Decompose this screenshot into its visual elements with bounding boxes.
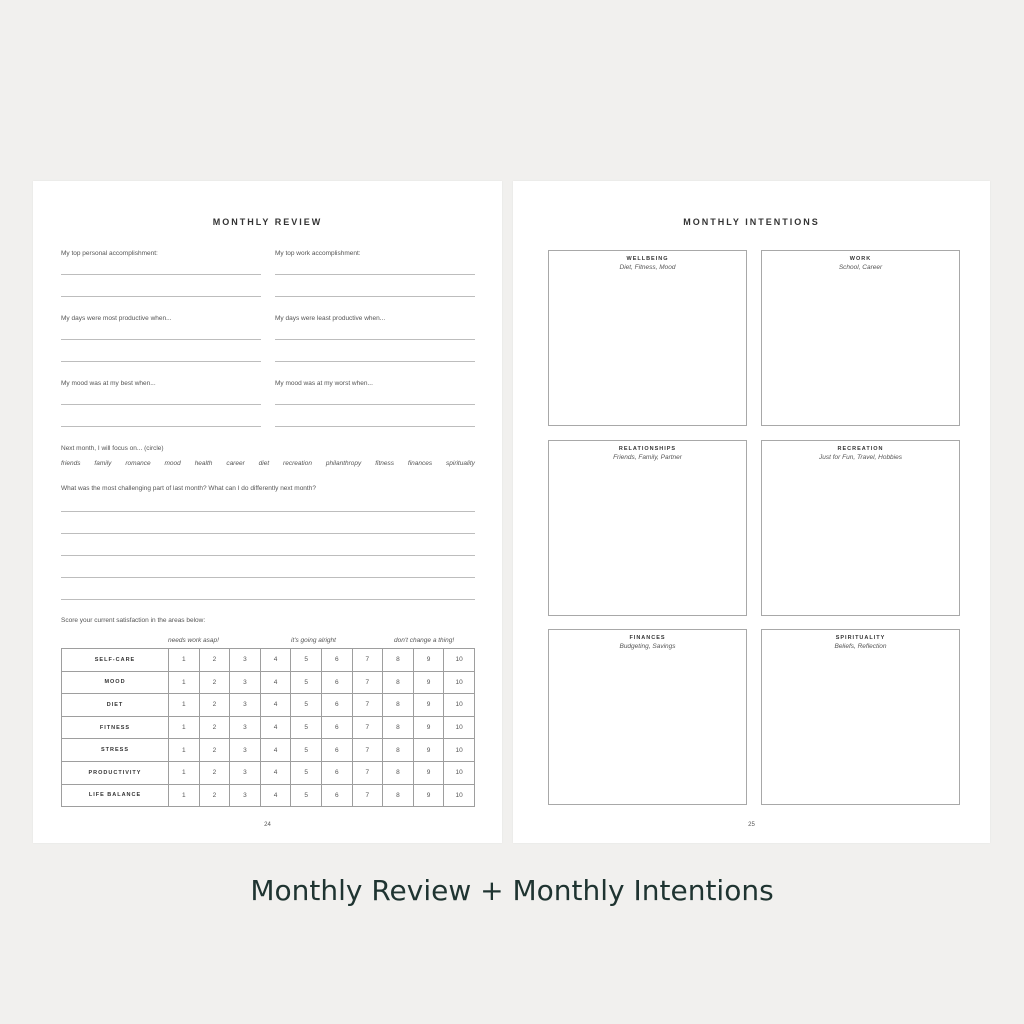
score-cell[interactable]: 4	[260, 761, 291, 784]
score-cell[interactable]: 7	[352, 671, 383, 694]
score-cell[interactable]: 4	[260, 716, 291, 739]
score-cell[interactable]: 2	[199, 761, 230, 784]
score-cell[interactable]: 2	[199, 716, 230, 739]
box-subtitle: Just for Fun, Travel, Hobbies	[819, 454, 902, 461]
score-area-label: FITNESS	[62, 716, 169, 739]
score-cell[interactable]: 10	[444, 761, 475, 784]
score-row	[62, 716, 475, 739]
score-row	[62, 694, 475, 717]
score-cell[interactable]: 8	[383, 784, 414, 807]
score-cell[interactable]: 3	[230, 739, 261, 762]
focus-options	[61, 460, 475, 467]
writing-line[interactable]	[61, 511, 475, 512]
box-subtitle: School, Career	[838, 264, 883, 271]
writing-line[interactable]	[61, 404, 261, 405]
score-row	[62, 739, 475, 762]
score-area-label: SELF-CARE	[62, 649, 169, 672]
score-area-label: DIET	[62, 694, 169, 717]
focus-option-finances[interactable]: finances	[407, 460, 433, 467]
focus-option-health[interactable]: health	[194, 460, 213, 467]
score-cell[interactable]: 4	[260, 671, 291, 694]
score-cell[interactable]: 2	[199, 671, 230, 694]
score-cell[interactable]: 2	[199, 739, 230, 762]
caption: Monthly Review + Monthly Intentions	[250, 874, 774, 907]
score-cell[interactable]: 5	[291, 671, 322, 694]
score-cell[interactable]: 4	[260, 649, 291, 672]
score-cell[interactable]: 9	[413, 694, 444, 717]
page-number: 24	[264, 822, 271, 828]
scale-hint-low: needs work asap!	[168, 637, 219, 644]
writing-line[interactable]	[61, 296, 261, 297]
score-cell[interactable]: 8	[383, 649, 414, 672]
score-area-label: MOOD	[62, 671, 169, 694]
score-cell[interactable]: 6	[321, 784, 352, 807]
focus-option-friends[interactable]: friends	[61, 460, 81, 467]
writing-line[interactable]	[275, 339, 475, 340]
page-title: MONTHLY INTENTIONS	[683, 217, 820, 227]
satisfaction-score-table	[61, 648, 475, 807]
writing-line[interactable]	[61, 426, 261, 427]
question-personal-accomplishment	[61, 250, 261, 300]
score-cell[interactable]: 10	[444, 784, 475, 807]
score-cell[interactable]: 3	[230, 694, 261, 717]
score-area-label: STRESS	[62, 739, 169, 762]
question-least-productive	[275, 315, 475, 365]
score-cell[interactable]: 5	[291, 761, 322, 784]
score-cell[interactable]: 9	[413, 784, 444, 807]
writing-line[interactable]	[61, 274, 261, 275]
writing-line[interactable]	[61, 361, 261, 362]
score-row	[62, 761, 475, 784]
question-mood-best	[61, 380, 261, 430]
question-label: My top work accomplishment:	[275, 250, 361, 257]
score-cell[interactable]: 1	[169, 649, 200, 672]
challenge-label: What was the most challenging part of last month? What can I do differently next month?	[61, 485, 316, 492]
focus-option-spirituality[interactable]: spirituality	[446, 460, 475, 467]
box-subtitle: Budgeting, Savings	[619, 643, 676, 650]
score-cell[interactable]: 8	[383, 694, 414, 717]
score-cell[interactable]: 4	[260, 739, 291, 762]
score-cell[interactable]: 8	[383, 671, 414, 694]
score-cell[interactable]: 10	[444, 716, 475, 739]
writing-line[interactable]	[61, 577, 475, 578]
question-work-accomplishment	[275, 250, 475, 300]
score-cell[interactable]: 10	[444, 694, 475, 717]
writing-line[interactable]	[61, 533, 475, 534]
score-cell[interactable]: 5	[291, 784, 322, 807]
box-title: SPIRITUALITY	[835, 635, 886, 641]
score-area-label: LIFE BALANCE	[62, 784, 169, 807]
monthly-intentions-page	[513, 181, 990, 843]
score-cell[interactable]: 3	[230, 716, 261, 739]
score-cell[interactable]: 6	[321, 671, 352, 694]
score-cell[interactable]: 9	[413, 761, 444, 784]
focus-option-mood[interactable]: mood	[164, 460, 181, 467]
score-row	[62, 784, 475, 807]
score-cell[interactable]: 7	[352, 761, 383, 784]
score-cell[interactable]: 6	[321, 649, 352, 672]
score-cell[interactable]: 1	[169, 671, 200, 694]
focus-option-career[interactable]: career	[226, 460, 245, 467]
score-cell[interactable]: 8	[383, 739, 414, 762]
score-cell[interactable]: 9	[413, 671, 444, 694]
score-cell[interactable]: 8	[383, 761, 414, 784]
focus-option-family[interactable]: family	[94, 460, 112, 467]
score-cell[interactable]: 1	[169, 761, 200, 784]
intention-box-wellbeing[interactable]	[548, 250, 747, 426]
score-area-label: PRODUCTIVITY	[62, 761, 169, 784]
score-cell[interactable]: 1	[169, 694, 200, 717]
score-cell[interactable]: 9	[413, 649, 444, 672]
writing-line[interactable]	[275, 296, 475, 297]
question-label: My mood was at my worst when...	[275, 380, 373, 387]
score-cell[interactable]: 7	[352, 784, 383, 807]
page-number: 25	[748, 822, 755, 828]
writing-line[interactable]	[275, 274, 475, 275]
score-cell[interactable]: 9	[413, 716, 444, 739]
score-cell[interactable]: 3	[230, 761, 261, 784]
focus-label: Next month, I will focus on... (circle)	[61, 445, 164, 452]
score-cell[interactable]: 5	[291, 716, 322, 739]
box-title: WELLBEING	[626, 256, 669, 262]
box-subtitle: Diet, Fitness, Mood	[619, 264, 676, 271]
intention-box-relationships[interactable]	[548, 440, 747, 616]
question-label: My days were least productive when...	[275, 315, 386, 322]
score-cell[interactable]: 6	[321, 694, 352, 717]
score-cell[interactable]: 10	[444, 739, 475, 762]
writing-line[interactable]	[61, 339, 261, 340]
focus-option-recreation[interactable]: recreation	[283, 460, 312, 467]
score-cell[interactable]: 3	[230, 784, 261, 807]
score-cell[interactable]: 3	[230, 671, 261, 694]
score-cell[interactable]: 9	[413, 739, 444, 762]
score-cell[interactable]: 7	[352, 694, 383, 717]
score-cell[interactable]: 2	[199, 784, 230, 807]
score-cell[interactable]: 5	[291, 649, 322, 672]
question-label: My top personal accomplishment:	[61, 250, 158, 257]
page-title: MONTHLY REVIEW	[212, 217, 323, 227]
score-cell[interactable]: 1	[169, 784, 200, 807]
writing-line[interactable]	[275, 426, 475, 427]
score-row	[62, 671, 475, 694]
box-title: WORK	[849, 256, 872, 262]
score-cell[interactable]: 4	[260, 784, 291, 807]
focus-option-romance[interactable]: romance	[125, 460, 151, 467]
score-cell[interactable]: 6	[321, 761, 352, 784]
box-title: FINANCES	[629, 635, 666, 641]
intention-box-work[interactable]	[761, 250, 960, 426]
score-cell[interactable]: 3	[230, 649, 261, 672]
question-most-productive	[61, 315, 261, 365]
question-label: My mood was at my best when...	[61, 380, 156, 387]
score-cell[interactable]: 2	[199, 694, 230, 717]
score-cell[interactable]: 5	[291, 739, 322, 762]
focus-option-philanthropy[interactable]: philanthropy	[325, 460, 362, 467]
score-cell[interactable]: 1	[169, 716, 200, 739]
score-cell[interactable]: 8	[383, 716, 414, 739]
box-title: RECREATION	[837, 446, 884, 452]
score-cell[interactable]: 2	[199, 649, 230, 672]
score-cell[interactable]: 7	[352, 716, 383, 739]
score-cell[interactable]: 10	[444, 671, 475, 694]
score-cell[interactable]: 5	[291, 694, 322, 717]
score-row	[62, 649, 475, 672]
score-label: Score your current satisfaction in the areas below:	[61, 617, 206, 624]
intention-box-finances[interactable]	[548, 629, 747, 805]
score-cell[interactable]: 7	[352, 739, 383, 762]
intention-box-recreation[interactable]	[761, 440, 960, 616]
score-cell[interactable]: 6	[321, 716, 352, 739]
score-cell[interactable]: 10	[444, 649, 475, 672]
focus-option-fitness[interactable]: fitness	[375, 460, 394, 467]
box-subtitle: Friends, Family, Partner	[613, 454, 682, 461]
focus-option-diet[interactable]: diet	[258, 460, 270, 467]
score-cell[interactable]: 4	[260, 694, 291, 717]
monthly-review-page	[33, 181, 502, 843]
writing-line[interactable]	[61, 555, 475, 556]
question-label: My days were most productive when...	[61, 315, 172, 322]
box-subtitle: Beliefs, Reflection	[834, 643, 887, 650]
score-cell[interactable]: 7	[352, 649, 383, 672]
writing-line[interactable]	[275, 361, 475, 362]
scale-hint-mid: it's going alright	[291, 637, 336, 644]
scale-hint-high: don't change a thing!	[394, 637, 455, 644]
intention-box-spirituality[interactable]	[761, 629, 960, 805]
box-title: RELATIONSHIPS	[618, 446, 677, 452]
score-cell[interactable]: 1	[169, 739, 200, 762]
question-mood-worst	[275, 380, 475, 430]
writing-line[interactable]	[275, 404, 475, 405]
writing-line[interactable]	[61, 599, 475, 600]
score-cell[interactable]: 6	[321, 739, 352, 762]
